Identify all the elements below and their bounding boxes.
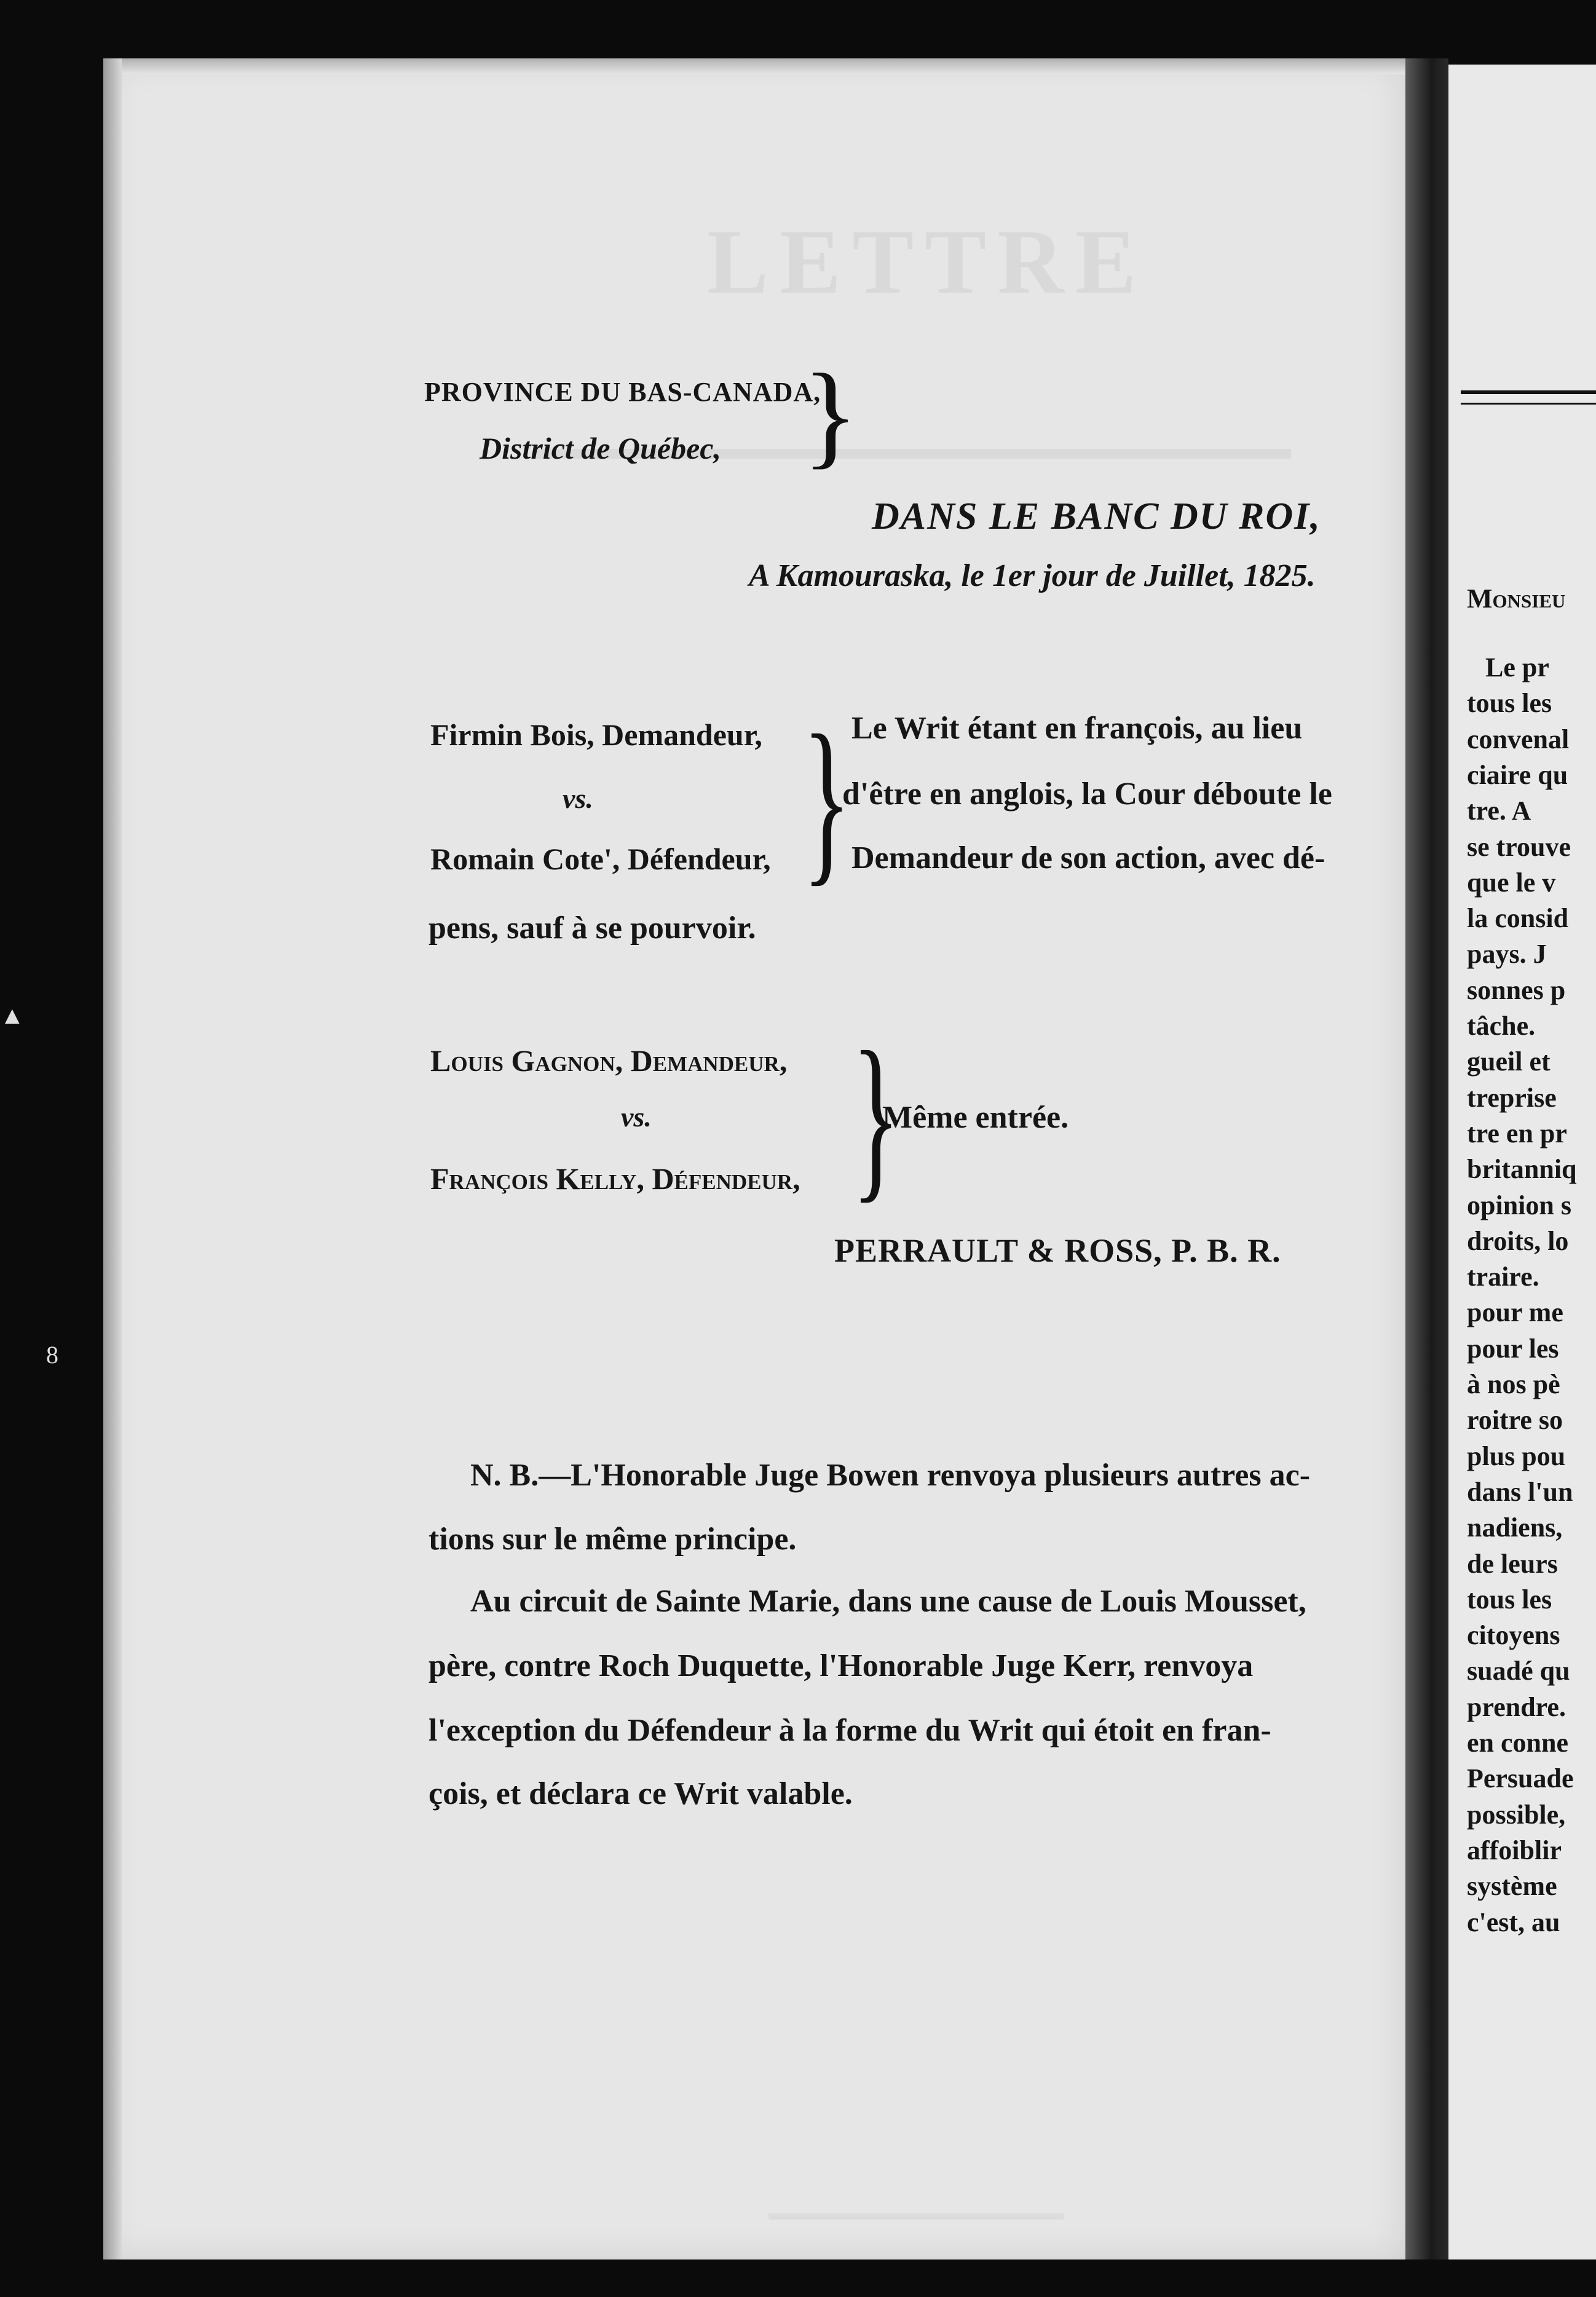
nb-line-2: tions sur le même principe.: [429, 1522, 797, 1557]
case1-ruling-line-1: Le Writ étant en françois, au lieu: [851, 711, 1303, 746]
circuit-line-1: Au circuit de Sainte Marie, dans une cause de Louis Mousset,: [470, 1584, 1306, 1619]
district-heading: District de Québec,: [480, 431, 721, 465]
facing-page-line: que le v: [1467, 867, 1556, 898]
facing-page-line: Persuade: [1467, 1763, 1574, 1794]
facing-page-line: tre en pr: [1467, 1118, 1567, 1148]
circuit-line-2: père, contre Roch Duquette, l'Honorable Juge Kerr, renvoya: [429, 1648, 1254, 1683]
facing-page-line: plus pou: [1467, 1441, 1566, 1471]
facing-page-line: treprise: [1467, 1082, 1557, 1113]
case1-defendant: Romain Cote', Défendeur,: [430, 842, 771, 876]
facing-page-line: tous les: [1467, 1584, 1552, 1615]
facing-page-line: tâche.: [1467, 1011, 1536, 1041]
facing-page-line: à nos pè: [1467, 1369, 1560, 1399]
province-heading: PROVINCE DU BAS-CANADA,: [424, 377, 821, 407]
nb-line-1: N. B.—L'Honorable Juge Bowen renvoya plusieurs autres ac-: [470, 1458, 1311, 1493]
facing-page: [1448, 65, 1596, 2259]
facing-page-line: tous les: [1467, 688, 1552, 719]
facing-page-line: système: [1467, 1871, 1557, 1902]
facing-page-line: traire.: [1467, 1262, 1539, 1292]
facing-page-line: affoiblir: [1467, 1835, 1562, 1865]
case1-vs: vs.: [563, 783, 593, 814]
facing-page-line: de leurs: [1467, 1548, 1558, 1579]
facing-page-line: roitre so: [1467, 1405, 1563, 1436]
case2-brace: }: [851, 1014, 901, 1218]
facing-page-line: en conne: [1467, 1728, 1568, 1758]
facing-page-line: convenal: [1467, 724, 1570, 754]
facing-page-line: Le pr: [1485, 652, 1549, 682]
facing-page-line: pays. J: [1467, 939, 1547, 970]
facing-page-line: citoyens: [1467, 1620, 1560, 1651]
court-title: DANS LE BANC DU ROI,: [872, 496, 1321, 537]
facing-page-rule: [1461, 390, 1596, 405]
edge-mark: 8: [46, 1341, 58, 1369]
facing-page-line: se trouve: [1467, 831, 1571, 862]
place-date: A Kamouraska, le 1er jour de Juillet, 1825.: [749, 558, 1316, 593]
facing-page-line: britanniq: [1467, 1154, 1577, 1185]
facing-page-line: tre. A: [1467, 796, 1531, 826]
signature: PERRAULT & ROSS, P. B. R.: [834, 1232, 1281, 1269]
page-edge-top: [122, 58, 1405, 74]
facing-page-line: opinion s: [1467, 1190, 1571, 1220]
case1-ruling-line-4: pens, sauf à se pourvoir.: [429, 911, 756, 946]
case1-ruling-line-2: d'être en anglois, la Cour déboute le: [842, 777, 1332, 812]
case2-plaintiff: Louis Gagnon, Demandeur,: [430, 1043, 788, 1078]
facing-page-line: suadé qu: [1467, 1656, 1570, 1686]
facing-page-line: possible,: [1467, 1799, 1566, 1830]
circuit-line-3: l'exception du Défendeur à la forme du Writ qui étoit en fran-: [429, 1713, 1271, 1748]
facing-page-line: dans l'un: [1467, 1476, 1573, 1507]
page-edge-left: [103, 58, 122, 2259]
facing-page-line: nadiens,: [1467, 1512, 1563, 1543]
facing-page-line: c'est, au: [1467, 1907, 1560, 1937]
bleed-through-line: [768, 2213, 1064, 2220]
facing-page-line: pour me: [1467, 1297, 1563, 1328]
bleed-through-title: LETTRE: [707, 211, 1148, 313]
case2-defendant: François Kelly, Défendeur,: [430, 1161, 800, 1196]
facing-page-line: ciaire qu: [1467, 759, 1568, 790]
case1-brace: }: [802, 697, 851, 901]
facing-page-line: droits, lo: [1467, 1225, 1569, 1256]
facing-page-line: gueil et: [1467, 1046, 1551, 1077]
case2-ruling: Même entrée.: [882, 1100, 1069, 1135]
facing-page-line: sonnes p: [1467, 975, 1566, 1005]
facing-page-line: Monsieu: [1467, 583, 1566, 614]
case2-vs: vs.: [621, 1101, 652, 1133]
book-gutter: [1405, 58, 1448, 2259]
facing-page-line: pour les: [1467, 1333, 1559, 1364]
case1-plaintiff: Firmin Bois, Demandeur,: [430, 718, 762, 752]
facing-page-line: la consid: [1467, 903, 1569, 934]
header-brace: }: [802, 350, 859, 480]
facing-page-line: prendre.: [1467, 1691, 1566, 1722]
case1-ruling-line-3: Demandeur de son action, avec dé-: [851, 840, 1325, 876]
edge-mark: ▲: [0, 1002, 25, 1029]
circuit-line-4: çois, et déclara ce Writ valable.: [429, 1776, 853, 1811]
